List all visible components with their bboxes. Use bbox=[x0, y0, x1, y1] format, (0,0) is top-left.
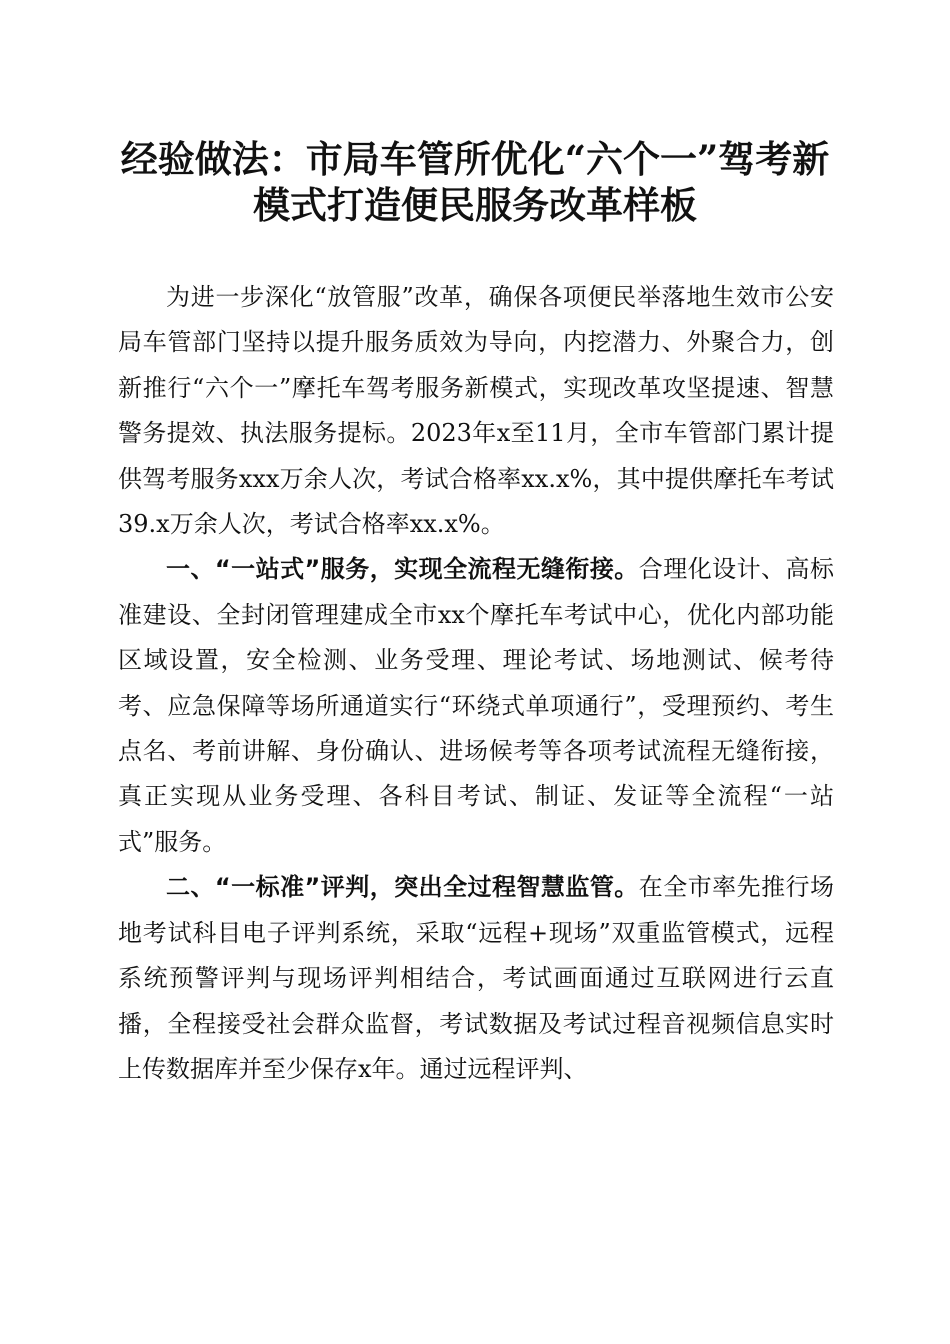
title-line-2: 模式打造便民服务改革样板 bbox=[253, 183, 697, 227]
section-paragraph bbox=[118, 547, 834, 865]
document-title bbox=[100, 136, 850, 228]
title-line-1: 经验做法：市局车管所优化“六个一”驾考新 bbox=[120, 137, 830, 181]
intro-paragraph: 为进一步深化“放管服”改革，确保各项便民举落地生效市公安局车管部门坚持以提升服务质效为导向，内挖潜力、外聚合力，创新推行“六个一”摩托车驾考服务新模式，实现改革攻坚提速、智慧警务提效、执法服务提标。2023年x至11月，全市车管部门累计提供驾考服务xxx万余人次，考试合格率xx.x%，其中提供摩托车考试39.x万余人次，考试合格率xx.x%。 bbox=[118, 283, 834, 539]
section-text: 在全市率先推行场地考试科目电子评判系统，采取“远程+现场”双重监管模式，远程系统预警评判与现场评判相结合，考试画面通过互联网进行云直播，全程接受社会群众监督，考试数据及考试过程音视频信息实时上传数据库并至少保存x年。通过远程评判、 bbox=[118, 873, 835, 1083]
section-paragraph bbox=[118, 865, 834, 1092]
section-text: 合理化设计、高标准建设、全封闭管理建成全市xx个摩托车考试中心，优化内部功能区域设置，安全检测、业务受理、理论考试、场地测试、候考待考、应急保障等场所通道实行“环绕式单项通行”，受理预约、考生点名、考前讲解、身份确认、进场候考等各项考试流程无缝衔接，真正实现从业务受理、各科目考试、制证、发证等全流程“一站式”服务。 bbox=[118, 555, 835, 856]
document-body bbox=[118, 275, 834, 1092]
section-heading: 二、“一标准”评判，突出全过程智慧监管。 bbox=[166, 873, 639, 902]
section-heading: 一、“一站式”服务，实现全流程无缝衔接。 bbox=[166, 555, 639, 584]
